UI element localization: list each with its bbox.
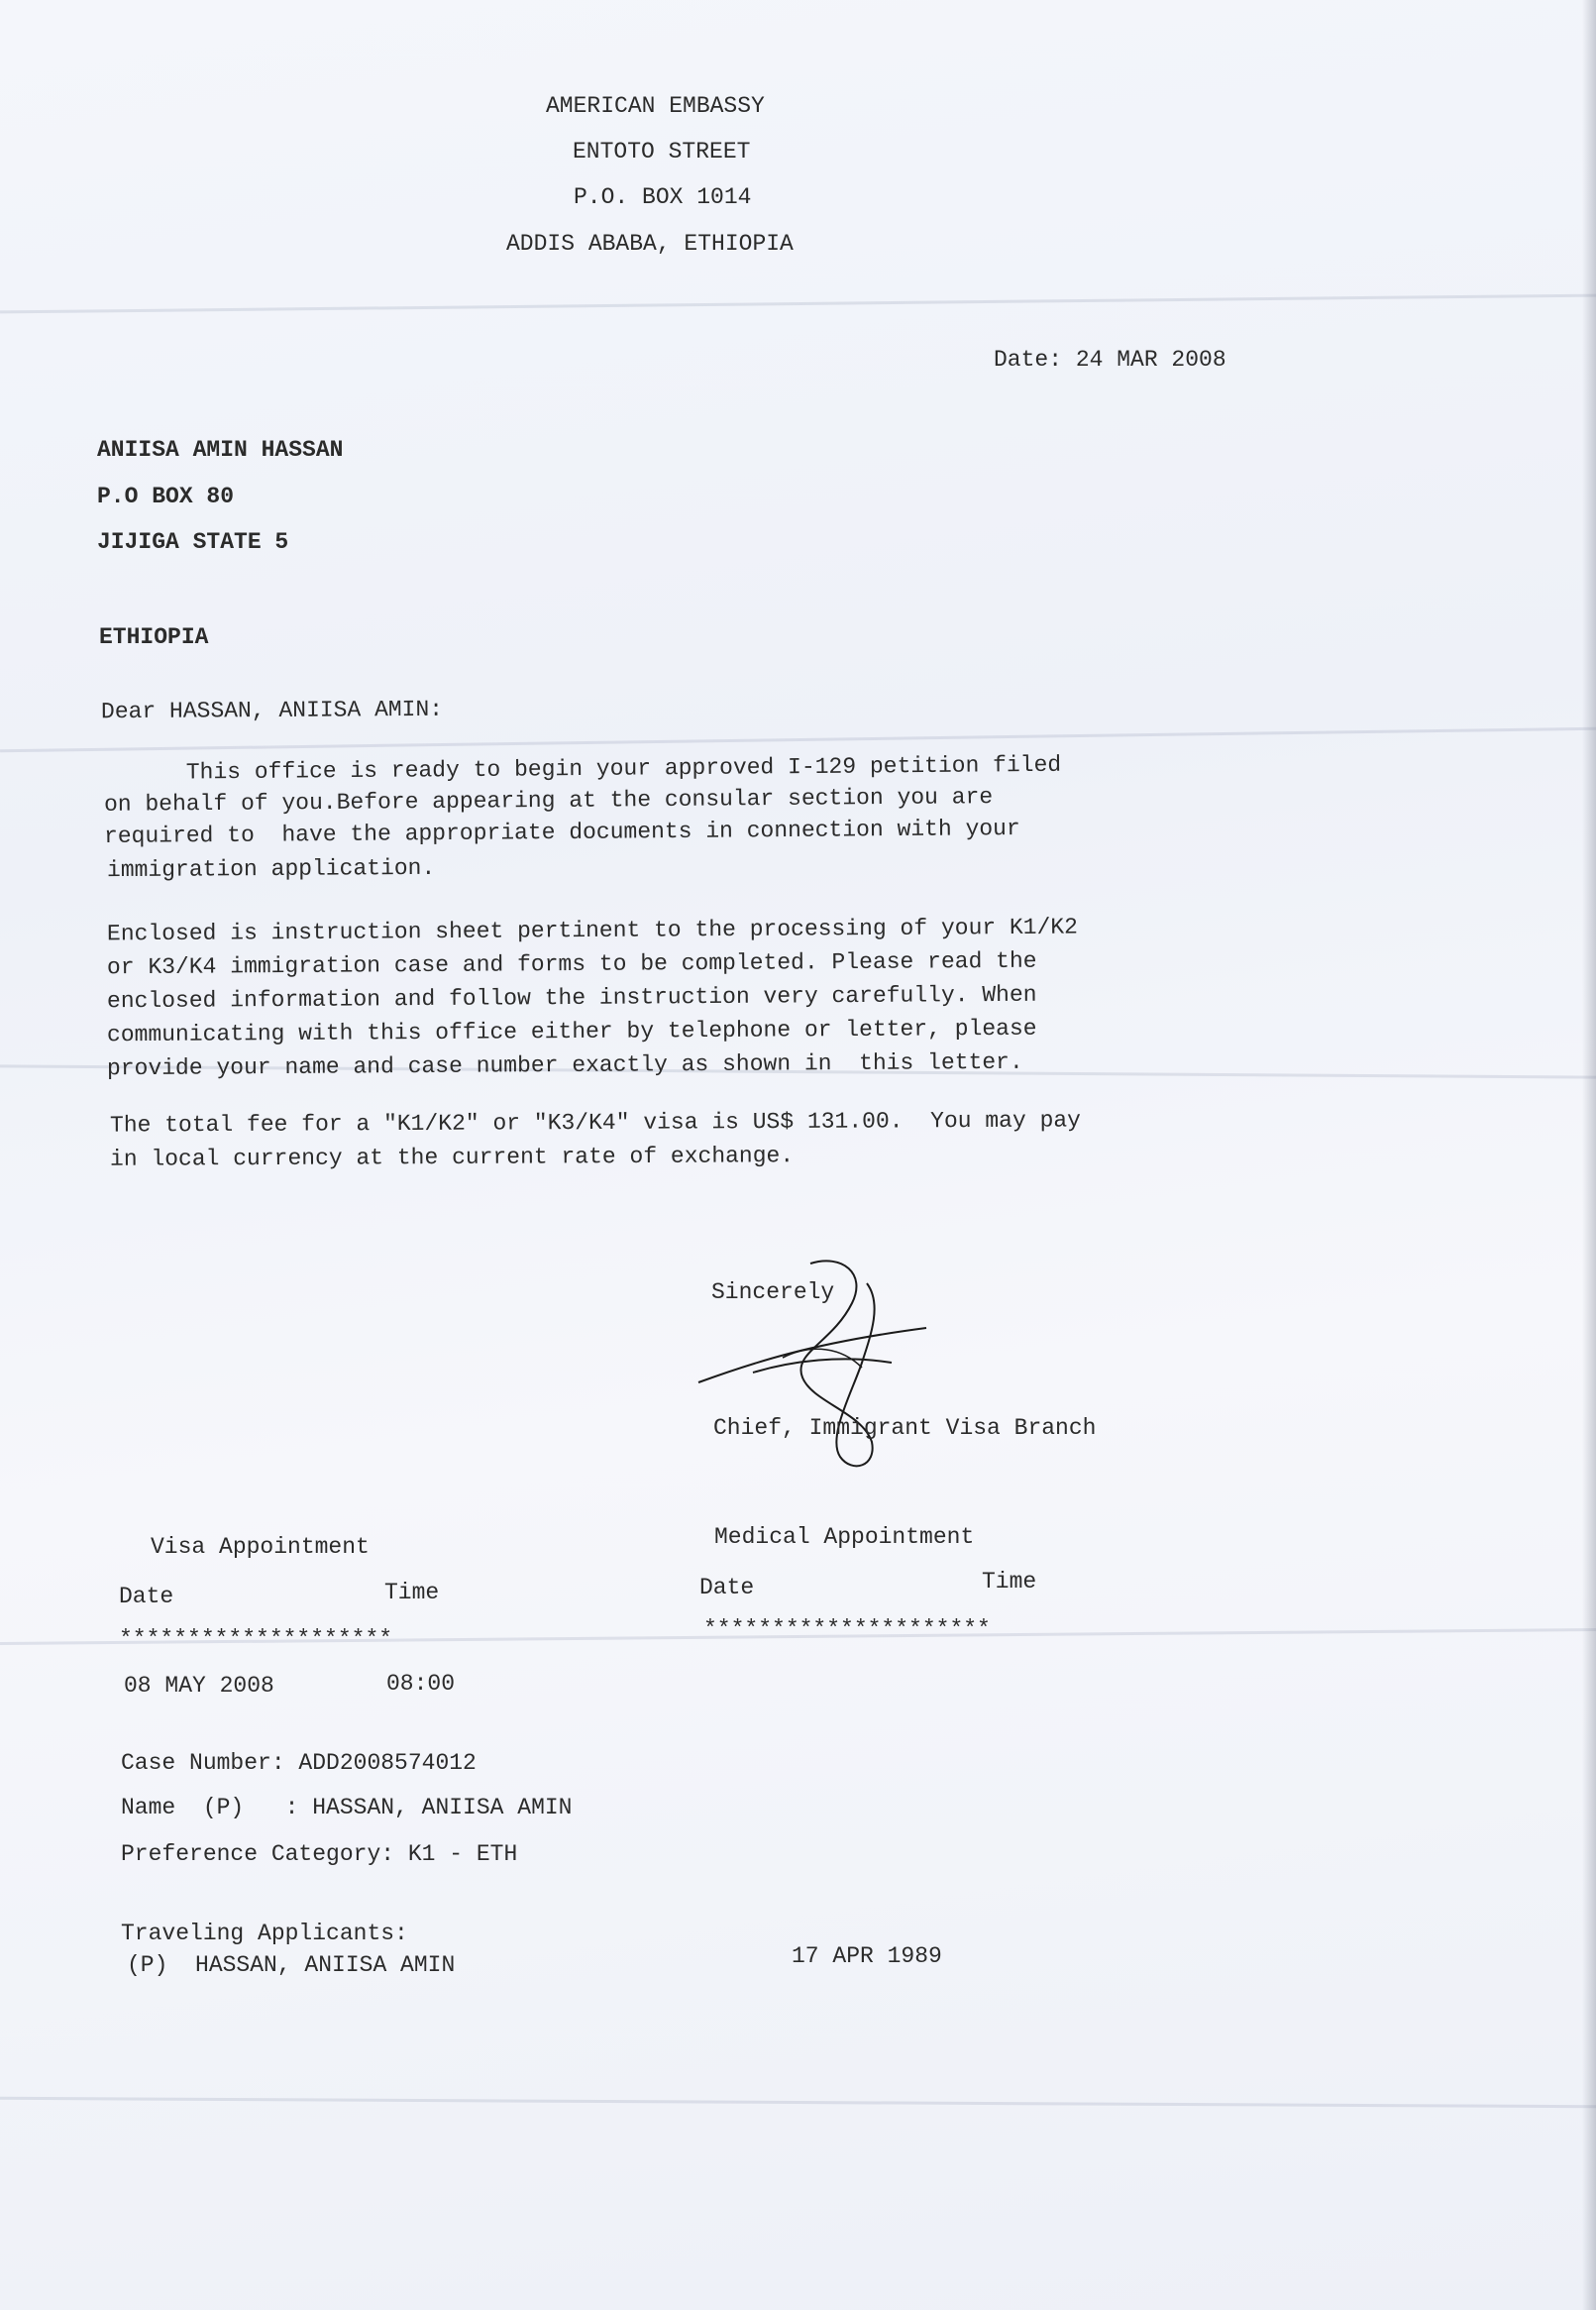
body-paragraph-2-line-2: or K3/K4 immigration case and forms to be completed. Please read the <box>106 947 1037 981</box>
traveling-applicant-birthdate: 17 APR 1989 <box>792 1943 942 1969</box>
traveling-applicants-label: Traveling Applicants: <box>121 1921 408 1946</box>
salutation: Dear HASSAN, ANIISA AMIN: <box>100 696 444 725</box>
medical-time-label: Time <box>982 1569 1037 1595</box>
body-paragraph-2-line-3: enclosed information and follow the instruction very carefully. When <box>106 981 1037 1015</box>
embassy-po-box: P.O. BOX 1014 <box>574 184 752 210</box>
visa-date-label: Date <box>119 1584 174 1609</box>
visa-separator-stars: ******************** <box>119 1626 393 1652</box>
body-paragraph-1-line-2: on behalf of you.Before appearing at the consular section you are <box>103 784 994 818</box>
body-paragraph-3-line-1: The total fee for a "K1/K2" or "K3/K4" visa is US$ 131.00. You may pay <box>109 1107 1082 1139</box>
closing-sincerely: Sincerely <box>711 1279 835 1305</box>
body-paragraph-3-line-2: in local currency at the current rate of exchange. <box>109 1143 795 1172</box>
handwritten-signature <box>693 1244 951 1482</box>
visa-time-label: Time <box>384 1580 440 1605</box>
body-paragraph-1-line-4: immigration application. <box>106 854 436 884</box>
recipient-po-box: P.O BOX 80 <box>97 484 235 509</box>
body-paragraph-1-line-3: required to have the appropriate documents in connection with your <box>103 815 1020 850</box>
visa-appointment-date: 08 MAY 2008 <box>124 1673 274 1699</box>
closing-title: Chief, Immigrant Visa Branch <box>713 1415 1097 1441</box>
preference-category: Preference Category: K1 - ETH <box>121 1841 518 1867</box>
medical-separator-stars: ********************* <box>703 1616 991 1642</box>
case-number: Case Number: ADD2008574012 <box>121 1750 477 1776</box>
paper-crease <box>0 294 1596 314</box>
paper-edge-shadow <box>1582 0 1596 2310</box>
body-paragraph-2-line-1: Enclosed is instruction sheet pertinent to the processing of your K1/K2 <box>106 914 1079 947</box>
traveling-applicant-name: (P) HASSAN, ANIISA AMIN <box>127 1952 456 1978</box>
applicant-name: Name (P) : HASSAN, ANIISA AMIN <box>121 1795 573 1820</box>
recipient-name: ANIISA AMIN HASSAN <box>97 437 344 463</box>
recipient-city: JIJIGA STATE 5 <box>97 529 289 555</box>
recipient-country: ETHIOPIA <box>99 624 209 650</box>
body-paragraph-2-line-5: provide your name and case number exactly as shown in this letter. <box>106 1048 1023 1082</box>
embassy-city: ADDIS ABABA, ETHIOPIA <box>506 231 794 257</box>
paper-crease <box>0 727 1596 752</box>
visa-appointment-heading: Visa Appointment <box>151 1534 370 1560</box>
visa-appointment-time: 08:00 <box>386 1671 456 1697</box>
paper-crease <box>0 2097 1596 2108</box>
body-paragraph-2-line-4: communicating with this office either by telephone or letter, please <box>106 1015 1037 1048</box>
body-paragraph-1-line-1: This office is ready to begin your approved I-129 petition filed <box>103 751 1062 787</box>
letter-date: Date: 24 MAR 2008 <box>994 347 1226 373</box>
medical-date-label: Date <box>699 1575 755 1600</box>
medical-appointment-heading: Medical Appointment <box>714 1524 975 1550</box>
embassy-name: AMERICAN EMBASSY <box>546 93 765 119</box>
embassy-street: ENTOTO STREET <box>573 139 751 165</box>
